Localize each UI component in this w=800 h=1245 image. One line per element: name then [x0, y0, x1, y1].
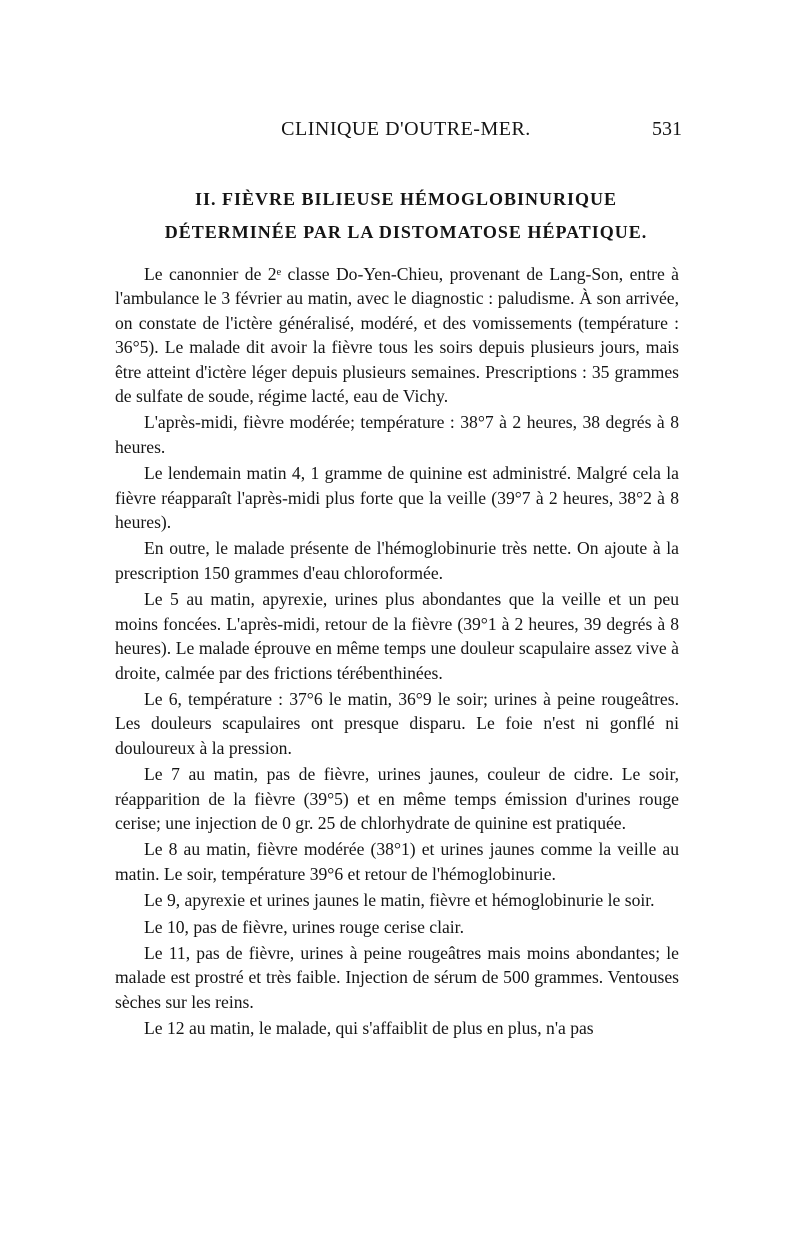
- running-head: [130, 118, 682, 146]
- paragraph-1: Le canonnier de 2ᵉ classe Do-Yen-Chieu, provenant de Lang-Son, entre à l'ambulance le 3 février au matin, avec le diagnostic : paludisme. À son arrivée, on constate de l'ictère généralisé, modéré, et des vomissements (température : 36°5). Le malade dit avoir la fièvre tous les soirs depuis plusieurs jours, mais être atteint d'ictère léger depuis plusieurs semaines. Prescriptions : 35 grammes de sulfate de soude, régime lacté, eau de Vichy.: [115, 264, 679, 407]
- section-title: [130, 183, 682, 249]
- paragraph-11: Le 11, pas de fièvre, urines à peine rougeâtres mais moins abondantes; le malade est prostré et très faible. Injection de sérum de 500 grammes. Ventouses sèches sur les reins.: [115, 942, 679, 1012]
- section-title-line-2: DÉTERMINÉE PAR LA DISTOMATOSE HÉPATIQUE.: [164, 222, 648, 242]
- paragraph-8: Le 8 au matin, fièvre modérée (38°1) et urines jaunes comme la veille au matin. Le soir, température 39°6 et retour de l'hémoglobinurie.: [115, 839, 679, 884]
- paragraph-7: Le 7 au matin, pas de fièvre, urines jaunes, couleur de cidre. Le soir, réapparition de la fièvre (39°5) et en même temps émission d'urines rouge cerise; une injection de 0 gr. 25 de chlorhydrate de quinine est pratiquée.: [115, 764, 679, 833]
- paragraph-6: Le 6, température : 37°6 le matin, 36°9 le soir; urines à peine rougeâtres. Les douleurs scapulaires ont presque disparu. Le foie n'est ni gonflé ni douloureux à la pression.: [115, 688, 679, 758]
- paragraph-4: En outre, le malade présente de l'hémoglobinurie très nette. On ajoute à la prescription 150 grammes d'eau chloroformée.: [115, 538, 679, 583]
- paragraph-12: Le 12 au matin, le malade, qui s'affaiblit de plus en plus, n'a pas: [144, 1018, 594, 1039]
- section-title-line-1: II. FIÈVRE BILIEUSE HÉMOGLOBINURIQUE: [194, 189, 618, 209]
- running-title: CLINIQUE D'OUTRE-MER.: [281, 118, 531, 140]
- body-text: [115, 262, 679, 1043]
- paragraph-3: Le lendemain matin 4, 1 gramme de quinine est administré. Malgré cela la fièvre réapparaît l'après-midi plus forte que la veille (39°7 à 2 heures, 38°2 à 8 heures).: [115, 463, 679, 533]
- paragraph-5: Le 5 au matin, apyrexie, urines plus abondantes que la veille et un peu moins foncées. L'après-midi, retour de la fièvre (39°1 à 2 heures, 39 degrés à 8 heures). Le malade éprouve en même temps une douleur scapulaire assez vive à droite, calmée par des frictions térébenthinées.: [115, 589, 679, 683]
- paragraph-10: Le 10, pas de fièvre, urines rouge cerise clair.: [144, 916, 464, 937]
- page-number: 531: [652, 118, 682, 140]
- paragraph-2: L'après-midi, fièvre modérée; température : 38°7 à 2 heures, 38 degrés à 8 heures.: [115, 412, 679, 457]
- paragraph-9: Le 9, apyrexie et urines jaunes le matin, fièvre et hémoglobinurie le soir.: [144, 890, 655, 911]
